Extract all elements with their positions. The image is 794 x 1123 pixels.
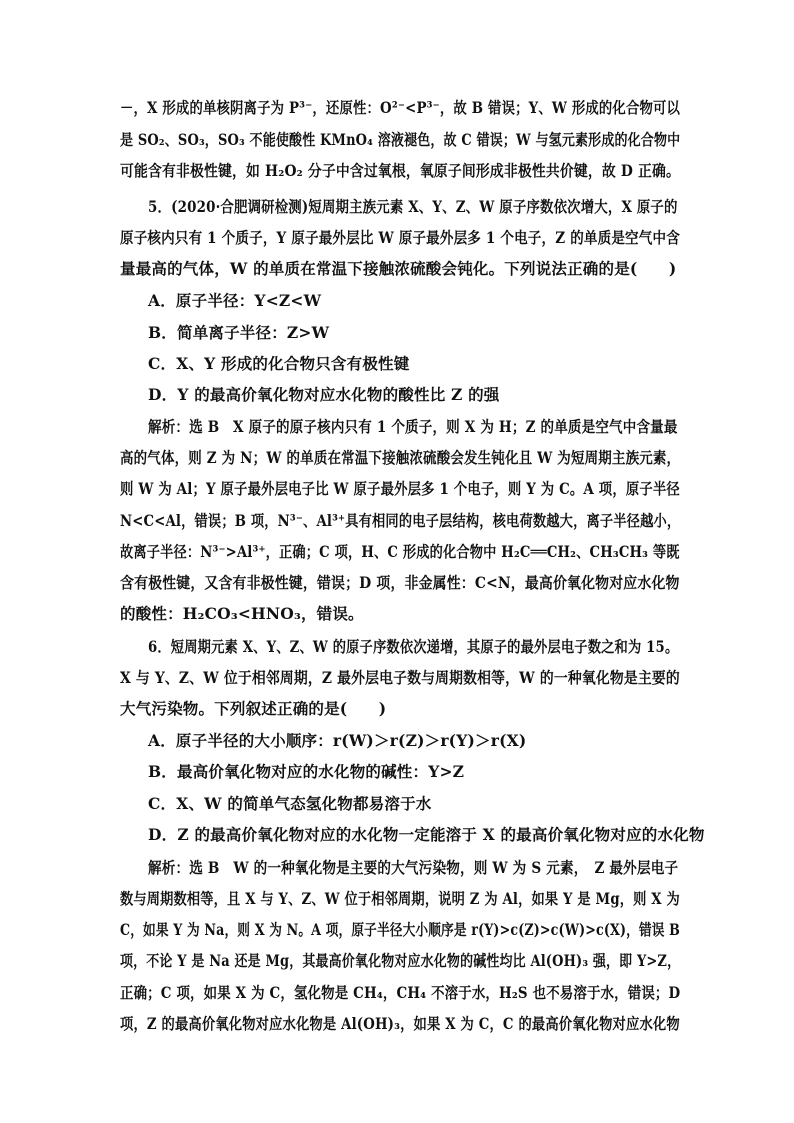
option-c: C．X、W 的简单气态氢化物都易溶于水 (148, 794, 432, 813)
text-line: 大气污染物。下列叙述正确的是( ) (120, 699, 387, 718)
text-line: 的酸性：H₂CO₃<HNO₃，错误。 (120, 604, 364, 623)
text-line: N<C<Al，错误；B 项，N³⁻、Al³⁺具有相同的电子层结构，核电荷数越大，离子半径越小， (120, 511, 681, 530)
text-line: 项，不论 Y 是 Na 还是 Mg，其最高价氧化物对应水化物的碱性均比 Al(OH)₃ 强，即 Y>Z， (120, 951, 681, 970)
option-d: D．Z 的最高价氧化物对应的水化物一定能溶于 X 的最高价氧化物对应的水化物 (148, 825, 705, 844)
text-line: 数与周期数相等，且 X 与 Y、Z、W 位于相邻周期，说明 Z 为 Al，如果 Y 是 Mg，则 X 为 (120, 889, 680, 908)
text-line: 量最高的气体，W 的单质在常温下接触浓硫酸会钝化。下列说法正确的是( ) (120, 259, 677, 278)
text-line: 原子核内只有 1 个质子，Y 原子最外层比 W 原子最外层多 1 个电子，Z 的单质是空气中含 (120, 228, 680, 247)
question-5-stem: 5．(2020·合肥调研检测)短周期主族元素 X、Y、Z、W 原子序数依次增大，X 原子的 (148, 197, 678, 216)
option-c: C．X、Y 形成的化合物只含有极性键 (148, 354, 410, 373)
text-line: X 与 Y、Z、W 位于相邻周期，Z 最外层电子数与周期数相等，W 的一种氧化物是主要的 (120, 668, 680, 687)
text-line: 是 SO₂、SO₃，SO₃ 不能使酸性 KMnO₄ 溶液褪色，故 C 错误；W 与氢元素形成的化合物中 (120, 130, 681, 149)
option-a: A．原子半径：Y<Z<W (148, 291, 322, 310)
option-d: D．Y 的最高价氧化物对应水化物的酸性比 Z 的强 (148, 385, 500, 404)
text-line: 高的气体，则 Z 为 N；W 的单质在常温下接触浓硫酸会发生钝化且 W 为短周期主族元素， (120, 448, 681, 467)
text-line: 含有极性键，又含有非极性键，错误；D 项，非金属性：C<N，最高价氧化物对应水化物 (120, 573, 680, 592)
text-line: －，X 形成的单核阴离子为 P³⁻，还原性：O²⁻<P³⁻，故 B 错误；Y、W 形成的化合物可以 (120, 98, 681, 117)
text-line: 项，Z 的最高价氧化物对应水化物是 Al(OH)₃，如果 X 为 C，C 的最高价氧化物对应水化物 (120, 1014, 680, 1033)
analysis-5: 解析：选 B X 原子的原子核内只有 1 个质子，则 X 为 H；Z 的单质是空气中含量最 (148, 417, 678, 436)
text-line: C，如果 Y 为 Na，则 X 为 N。A 项，原子半径大小顺序是 r(Y)>c(Z)>c(W)>c(X)，错误 B (120, 920, 681, 939)
text-line: 正确；C 项，如果 X 为 C，氢化物是 CH₄，CH₄ 不溶于水，H₂S 也不易溶于水，错误；D (120, 983, 681, 1002)
option-a: A．原子半径的大小顺序：r(W)＞r(Z)＞r(Y)＞r(X) (148, 731, 527, 750)
text-line: 则 W 为 Al；Y 原子最外层电子比 W 原子最外层多 1 个电子，则 Y 为 C。A 项，原子半径 (120, 479, 680, 498)
option-b: B．最高价氧化物对应的水化物的碱性：Y>Z (148, 762, 465, 781)
option-b: B．简单离子半径：Z>W (148, 323, 330, 342)
text-line: 故离子半径：N³⁻>Al³⁺，正确；C 项，H、C 形成的化合物中 H₂C══CH₂、CH₃CH₃ 等既 (120, 542, 680, 561)
question-6-stem: 6．短周期元素 X、Y、Z、W 的原子序数依次递增，其原子的最外层电子数之和为 15。 (148, 637, 679, 656)
text-line: 可能含有非极性键，如 H₂O₂ 分子中含过氧根，氧原子间形成非极性共价键，故 D 正确。 (120, 161, 681, 180)
analysis-6: 解析：选 B W 的一种氧化物是主要的大气污染物，则 W 为 S 元素， Z 最外层电子 (148, 858, 679, 877)
